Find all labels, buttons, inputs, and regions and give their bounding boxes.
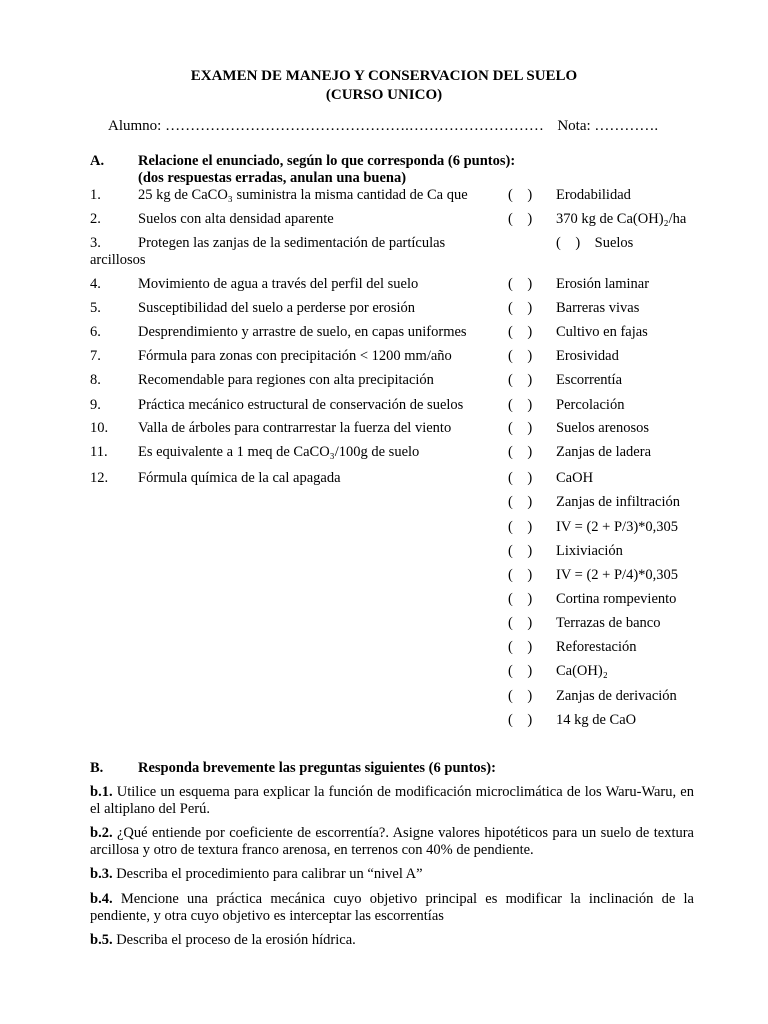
- item-statement: Suelos con alta densidad aparente: [138, 211, 334, 227]
- item-statement: Protegen las zanjas de la sedimentación de partículas: [138, 235, 446, 251]
- answer-option: Zanjas de ladera: [556, 444, 652, 460]
- answer-option: Escorrentía: [556, 372, 623, 388]
- answer-option: Lixiviación: [556, 543, 623, 559]
- student-line: [108, 118, 658, 135]
- item-number: 2.: [90, 211, 101, 227]
- answer-blank[interactable]: ( ): [508, 615, 533, 631]
- item-number: 7.: [90, 348, 101, 364]
- question-label: b.2.: [90, 825, 113, 841]
- question-text: ¿Qué entiende por coeficiente de escorrentía?. Asigne valores hipotéticos para un suelo de textura arcillosa y otro de textura franco arenosa, en terrenos con 40% de pendiente.: [90, 825, 694, 858]
- item-number: 3.: [90, 235, 101, 251]
- answer-blank[interactable]: ( ): [508, 444, 533, 460]
- answer-blank[interactable]: ( ): [508, 712, 533, 728]
- item-number: 5.: [90, 300, 101, 316]
- item-number: 4.: [90, 276, 101, 292]
- answer-option: Terrazas de banco: [556, 615, 661, 631]
- answer-option: Reforestación: [556, 639, 637, 655]
- answer-option: Erodabilidad: [556, 187, 631, 203]
- exam-title: EXAMEN DE MANEJO Y CONSERVACION DEL SUELO: [190, 68, 578, 84]
- section-a-heading: Relacione el enunciado, según lo que corresponda (6 puntos):: [138, 153, 516, 169]
- item-number: 9.: [90, 397, 101, 413]
- answer-blank[interactable]: ( ): [508, 591, 533, 607]
- section-b-letter: B.: [90, 760, 104, 776]
- answer-option: Percolación: [556, 397, 625, 413]
- answer-blank[interactable]: ( ): [508, 348, 533, 364]
- question-text: Describa el proceso de la erosión hídrica.: [116, 932, 356, 948]
- section-b-heading: Responda brevemente las preguntas siguientes (6 puntos):: [138, 760, 496, 776]
- answer-option: 370 kg de Ca(OH)₂/ha: [556, 211, 687, 227]
- answer-option: Zanjas de derivación: [556, 688, 677, 704]
- answer-option: Suelos arenosos: [556, 420, 650, 436]
- item-number: 8.: [90, 372, 101, 388]
- answer-option: Cultivo en fajas: [556, 324, 648, 340]
- answer-blank[interactable]: ( ): [508, 300, 533, 316]
- answer-blank[interactable]: ( ): [508, 639, 533, 655]
- answer-blank[interactable]: ( ): [508, 567, 533, 583]
- item-number: 12.: [90, 470, 109, 486]
- item-statement: Es equivalente a 1 meq de CaCO₃/100g de suelo: [138, 444, 420, 460]
- answer-blank[interactable]: ( ): [508, 276, 533, 292]
- answer-option: ( ) Suelos: [556, 235, 634, 251]
- item-statement: Valla de árboles para contrarrestar la fuerza del viento: [138, 420, 452, 436]
- question-b4: [90, 891, 694, 925]
- section-a-letter: A.: [90, 153, 105, 169]
- question-label: b.3.: [90, 866, 113, 882]
- answer-blank[interactable]: ( ): [508, 420, 533, 436]
- question-b1: [90, 784, 694, 818]
- question-text: Utilice un esquema para explicar la función de modificación microclimática de los Waru-Waru, en el altiplano del Perú.: [90, 784, 694, 817]
- item-statement: Fórmula para zonas con precipitación < 1200 mm/año: [138, 348, 452, 364]
- answer-blank[interactable]: ( ): [508, 372, 533, 388]
- question-text: Mencione una práctica mecánica cuyo objetivo principal es modificar la inclinación de la pendiente, y otra cuyo objetivo es interceptar las escorrentías: [90, 891, 694, 924]
- question-label: b.1.: [90, 784, 113, 800]
- answer-option: 14 kg de CaO: [556, 712, 637, 728]
- answer-option: Cortina rompeviento: [556, 591, 677, 607]
- item-statement: Fórmula química de la cal apagada: [138, 470, 341, 486]
- question-b5: [90, 932, 694, 949]
- item-statement: Práctica mecánico estructural de conservación de suelos: [138, 397, 464, 413]
- answer-blank[interactable]: ( ): [508, 187, 533, 203]
- question-b2: [90, 825, 694, 859]
- item-statement: Susceptibilidad del suelo a perderse por erosión: [138, 300, 416, 316]
- item-number: 11.: [90, 444, 108, 460]
- answer-option: IV = (2 + P/4)*0,305: [556, 567, 679, 583]
- answer-blank[interactable]: ( ): [508, 324, 533, 340]
- exam-subtitle: (CURSO UNICO): [325, 87, 443, 103]
- question-label: b.4.: [90, 891, 113, 907]
- question-label: b.5.: [90, 932, 113, 948]
- student-name-blank[interactable]: ………………………………………….………………………: [165, 118, 544, 134]
- answer-option: IV = (2 + P/3)*0,305: [556, 519, 679, 535]
- question-b3: [90, 866, 694, 883]
- item-statement-continuation: arcillosos: [90, 252, 146, 268]
- answer-option: Erosión laminar: [556, 276, 650, 292]
- grade-label: Nota:: [557, 118, 591, 134]
- item-statement: Movimiento de agua a través del perfil del suelo: [138, 276, 419, 292]
- question-text: Describa el procedimiento para calibrar un “nivel A”: [116, 866, 423, 882]
- item-statement: 25 kg de CaCO₃ suministra la misma cantidad de Ca que: [138, 187, 468, 203]
- item-statement: Desprendimiento y arrastre de suelo, en capas uniformes: [138, 324, 467, 340]
- answer-blank[interactable]: ( ): [508, 494, 533, 510]
- item-statement: Recomendable para regiones con alta precipitación: [138, 372, 434, 388]
- item-number: 10.: [90, 420, 109, 436]
- answer-option: CaOH: [556, 470, 594, 486]
- answer-option: Ca(OH)₂: [556, 663, 608, 679]
- answer-blank[interactable]: ( ): [508, 543, 533, 559]
- answer-blank[interactable]: ( ): [508, 519, 533, 535]
- answer-option: Barreras vivas: [556, 300, 640, 316]
- answer-blank[interactable]: ( ): [508, 397, 533, 413]
- answer-blank[interactable]: ( ): [508, 688, 533, 704]
- student-label: Alumno:: [108, 118, 162, 134]
- item-number: 6.: [90, 324, 101, 340]
- answer-option: Erosividad: [556, 348, 619, 364]
- answer-blank[interactable]: ( ): [508, 470, 533, 486]
- item-number: 1.: [90, 187, 101, 203]
- answer-option: Zanjas de infiltración: [556, 494, 681, 510]
- answer-blank[interactable]: ( ): [508, 211, 533, 227]
- grade-blank[interactable]: ………….: [594, 118, 659, 134]
- answer-blank[interactable]: ( ): [508, 663, 533, 679]
- section-a-subheading: (dos respuestas erradas, anulan una buena): [138, 170, 407, 186]
